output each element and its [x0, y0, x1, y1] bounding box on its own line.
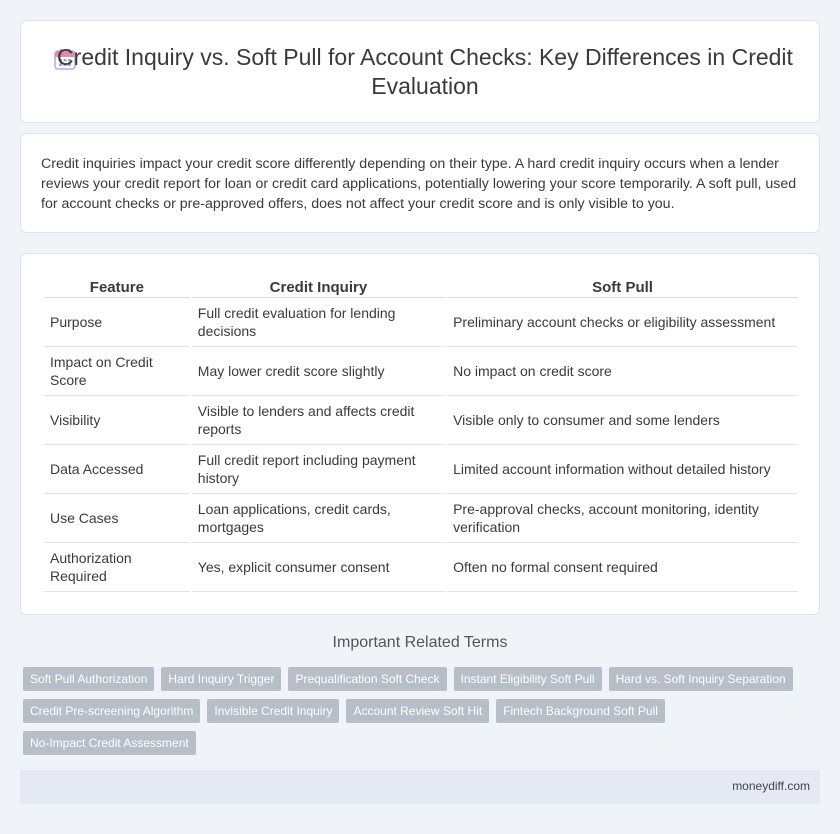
credit-inquiry-cell: May lower credit score slightly — [192, 347, 445, 396]
header-credit-inquiry: Credit Inquiry — [192, 275, 445, 298]
tag-invisible-credit-inquiry[interactable]: Invisible Credit Inquiry — [207, 699, 339, 723]
tag-instant-eligibility-soft-pull[interactable]: Instant Eligibility Soft Pull — [454, 667, 602, 691]
tag-no-impact-credit-assessment[interactable]: No-Impact Credit Assessment — [23, 731, 196, 755]
soft-pull-cell: Often no formal consent required — [447, 543, 798, 592]
intro-paragraph: Credit inquiries impact your credit score differently depending on their type. A hard credit inquiry occurs when a lender reviews your credit report for loan or credit card applications, potentially lowering your score temporarily. A soft pull, used for account checks or pre-approved offers, does not affect your credit score and is only visible to you. — [41, 156, 797, 212]
table-row — [44, 347, 798, 396]
credit-inquiry-cell: Yes, explicit consumer consent — [192, 543, 445, 592]
soft-pull-cell: No impact on credit score — [447, 347, 798, 396]
site-link[interactable]: moneydiff.com — [732, 779, 810, 793]
header-soft-pull: Soft Pull — [447, 275, 798, 298]
feature-cell: Impact on Credit Score — [44, 347, 190, 396]
soft-pull-cell: Visible only to consumer and some lenders — [447, 396, 798, 445]
intro-card — [20, 133, 820, 233]
title-card — [20, 20, 820, 123]
soft-pull-cell: Preliminary account checks or eligibility assessment — [447, 298, 798, 347]
feature-cell: Visibility — [44, 396, 190, 445]
feature-cell: Authorization Required — [44, 543, 190, 592]
tag-credit-pre-screening-algorithm[interactable]: Credit Pre-screening Algorithm — [23, 699, 200, 723]
credit-inquiry-cell: Loan applications, credit cards, mortgages — [192, 494, 445, 543]
credit-inquiry-cell: Full credit evaluation for lending decisions — [192, 298, 445, 347]
feature-cell: Data Accessed — [44, 445, 190, 494]
feature-cell: Purpose — [44, 298, 190, 347]
credit-inquiry-cell: Visible to lenders and affects credit reports — [192, 396, 445, 445]
credit-inquiry-cell: Full credit report including payment history — [192, 445, 445, 494]
table-row — [44, 543, 798, 592]
related-terms-heading: Important Related Terms — [332, 634, 508, 651]
tag-hard-vs-soft-inquiry-separation[interactable]: Hard vs. Soft Inquiry Separation — [609, 667, 793, 691]
table-header-row — [44, 275, 798, 298]
related-terms-list — [23, 667, 823, 755]
header-feature: Feature — [44, 275, 190, 298]
footer-bar — [20, 770, 820, 804]
tag-account-review-soft-hit[interactable]: Account Review Soft Hit — [346, 699, 489, 723]
soft-pull-cell: Limited account information without detailed history — [447, 445, 798, 494]
table-row — [44, 298, 798, 347]
table-row — [44, 445, 798, 494]
table-row — [44, 396, 798, 445]
tag-hard-inquiry-trigger[interactable]: Hard Inquiry Trigger — [161, 667, 281, 691]
soft-pull-cell: Pre-approval checks, account monitoring, identity verification — [447, 494, 798, 543]
comparison-table — [42, 275, 800, 592]
comparison-card — [20, 253, 820, 615]
page-title: Credit Inquiry vs. Soft Pull for Account Checks: Key Differences in Credit Evaluation — [57, 44, 793, 99]
table-row — [44, 494, 798, 543]
tag-fintech-background-soft-pull[interactable]: Fintech Background Soft Pull — [496, 699, 665, 723]
feature-cell: Use Cases — [44, 494, 190, 543]
tag-prequalification-soft-check[interactable]: Prequalification Soft Check — [288, 667, 446, 691]
tag-soft-pull-authorization[interactable]: Soft Pull Authorization — [23, 667, 154, 691]
